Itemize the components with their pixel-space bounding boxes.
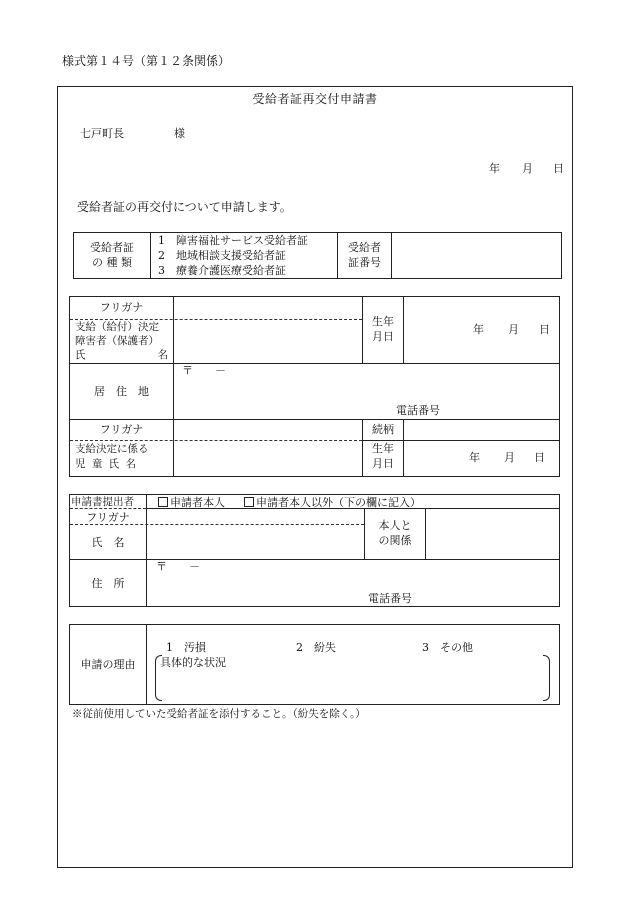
option-self[interactable]: 申請者本人 xyxy=(158,496,225,509)
beneficiary-name-label-1: 支給（給付）決定 xyxy=(75,321,159,333)
reason-option-1[interactable]: 1 汚損 xyxy=(166,641,206,654)
reason-option-2[interactable]: 2 紛失 xyxy=(296,641,336,654)
furigana-field[interactable] xyxy=(174,297,362,319)
checkbox-other[interactable] xyxy=(244,497,254,507)
relation-label-1: 本人と xyxy=(378,519,412,532)
residence-phone-label: 電話番号 xyxy=(396,404,440,417)
intro-text: 受給者証の再交付について申請します。 xyxy=(77,200,292,214)
reason-details-field[interactable] xyxy=(162,670,542,698)
child-birth-month: 月 xyxy=(504,451,515,464)
reason-option-3[interactable]: 3 その他 xyxy=(422,641,473,654)
birth-label-2: 月日 xyxy=(372,330,394,343)
residence-postal: 〒 － xyxy=(182,364,226,377)
applicant-furigana-field[interactable] xyxy=(147,509,364,524)
relation-field[interactable] xyxy=(426,509,559,559)
reason-details-label: 具体的な状況 xyxy=(160,656,226,669)
cert-number-label-2: 証番号 xyxy=(348,256,381,269)
child-name-label-2: 児 童 氏 名 xyxy=(75,458,138,470)
child-furigana-label: フリガナ xyxy=(99,423,144,436)
applicant-name-label: 氏 名 xyxy=(91,536,125,549)
relation-label-2: の関係 xyxy=(378,534,412,547)
applicant-postal: 〒 － xyxy=(156,560,200,573)
applicant-name-field[interactable] xyxy=(147,525,364,559)
child-birth-year: 年 xyxy=(469,451,480,464)
birth-label-1: 生年 xyxy=(372,315,394,328)
relationship-field[interactable] xyxy=(404,420,559,440)
reason-label: 申請の理由 xyxy=(80,658,136,671)
birth-day: 日 xyxy=(539,323,550,336)
date-year: 年 xyxy=(489,162,500,175)
checkbox-self[interactable] xyxy=(158,497,168,507)
child-birth-label-1: 生年 xyxy=(372,442,394,455)
child-name-label-1: 支給決定に係る xyxy=(75,443,149,455)
cert-option-3: 3 療養介護医療受給者証 xyxy=(158,264,286,277)
applicant-address-field[interactable] xyxy=(147,560,559,606)
beneficiary-name-field[interactable] xyxy=(174,320,362,363)
form-number: 様式第１４号（第１２条関係） xyxy=(62,54,231,68)
residence-field[interactable] xyxy=(174,364,559,419)
birth-year: 年 xyxy=(473,323,484,336)
birth-month: 月 xyxy=(508,323,519,336)
applicant-furigana-label: フリガナ xyxy=(86,511,130,524)
beneficiary-name-label-3: 氏 名 xyxy=(75,349,168,361)
addressee-suffix: 様 xyxy=(174,127,185,140)
cert-option-1: 1 障害福祉サービス受給者証 xyxy=(158,234,308,247)
relationship-label: 続柄 xyxy=(372,423,394,436)
cert-type-label-2: の 種 類 xyxy=(92,256,132,269)
residence-label: 居 住 地 xyxy=(94,385,149,398)
form-title: 受給者証再交付申請書 xyxy=(252,92,378,106)
details-bracket-right xyxy=(543,655,550,701)
cert-number-field[interactable] xyxy=(392,233,561,278)
child-birth-day: 日 xyxy=(534,451,545,464)
date-month: 月 xyxy=(522,162,533,175)
option-other[interactable]: 申請者本人以外（下の欄に記入） xyxy=(244,496,421,509)
cert-option-2: 2 地域相談支援受給者証 xyxy=(158,249,286,262)
cert-type-label-1: 受給者証 xyxy=(90,241,134,254)
date-day: 日 xyxy=(553,162,564,175)
applicant-address-label: 住 所 xyxy=(91,577,125,590)
submitter-label: 申請書提出者 xyxy=(71,496,134,508)
addressee: 七戸町長 xyxy=(80,127,124,140)
child-name-field[interactable] xyxy=(174,441,362,476)
cert-number-label-1: 受給者 xyxy=(348,241,381,254)
furigana-label: フリガナ xyxy=(99,301,144,314)
beneficiary-name-label-2: 障害者（保護者） xyxy=(75,335,159,347)
applicant-phone-label: 電話番号 xyxy=(368,592,412,605)
footnote: ※従前使用していた受給者証を添付すること。（紛失を除く。） xyxy=(72,708,366,720)
child-birth-label-2: 月日 xyxy=(372,457,394,470)
